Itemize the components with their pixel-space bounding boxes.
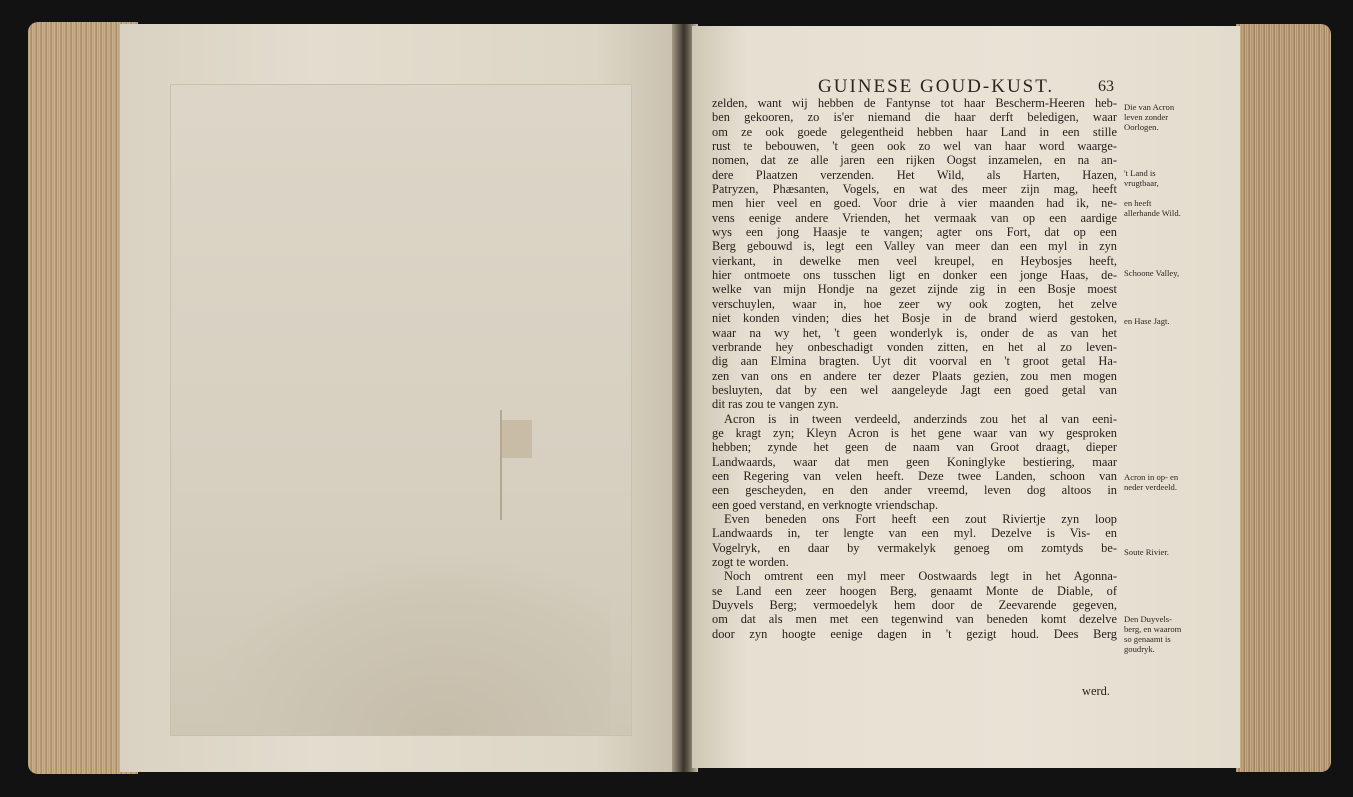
margin-note: Den Duyvels-berg, en waarom so genaamt is goudryk.	[1124, 614, 1182, 654]
body-text	[712, 96, 1117, 641]
text-line: dere Plaatzen verzenden. Het Wild, als Harten, Hazen,	[712, 167, 1117, 182]
text-line: een goed verstand, en verknogte vriendschap.	[712, 497, 939, 512]
running-head: GUINESE GOUD-KUST.	[818, 76, 1055, 97]
margin-note: en heeft allerhande Wild.	[1124, 198, 1181, 218]
text-line: door zyn hoogte eenige dagen in 't gezigt houd. Dees Berg	[712, 626, 1117, 641]
flag	[502, 420, 532, 458]
engraving-plate	[170, 84, 632, 736]
text-line: verbrande hey onbeschadigt vonden zitten, en het al zo leven-	[712, 339, 1117, 354]
text-line: wys een jong Haasje te vangen; agter ons Fort, dat op een	[712, 225, 1117, 240]
text-line: een gescheyden, en den ander vreemd, leven dog altoos in	[712, 483, 1117, 498]
text-line: ge kragt zyn; Kleyn Acron is het gene waar van wy gesproken	[712, 425, 1117, 440]
text-line: om dat als men met een tegenwind van beneden komt dezelve	[712, 612, 1117, 627]
text-line: zen van ons en andere ter dezer Plaats gezien, zou men mogen	[712, 368, 1117, 383]
margin-note: Die van Acron leven zonder Oorlogen.	[1124, 102, 1175, 132]
text-line: vierkant, in dewelke men veel kreupel, en Heybosjes heeft,	[712, 253, 1117, 268]
margin-note: Soute Rivier.	[1124, 547, 1169, 557]
text-line: hier ontmoete ons tusschen ligt en donker een jonge Haas, de-	[712, 268, 1117, 283]
margin-note: 't Land is vrugtbaar,	[1124, 168, 1159, 188]
text-line: Duyvels Berg; vermoedelyk hem door de Zeevarende gegeven,	[712, 598, 1117, 613]
text-line: nomen, dat ze alle jaren een rijken Oogst inzamelen, en na an-	[712, 153, 1117, 168]
text-line: Noch omtrent een myl meer Oostwaards legt in het Agonna-	[724, 569, 1117, 584]
text-line: Landwaards, waar dat men geen Koninglyke bestiering, maar	[712, 454, 1117, 469]
book-edge-right	[1236, 24, 1331, 772]
margin-note: Acron in op- en neder verdeeld.	[1124, 472, 1179, 492]
text-line: zelden, want wij hebben de Fantynse tot haar Bescherm-Heeren heb-	[712, 96, 1117, 110]
text-line: men hier veel en goed. Voor drie à vier maanden had ik, ne-	[712, 196, 1117, 211]
margin-note: en Hase Jagt.	[1124, 316, 1170, 326]
text-line: Vogelryk, en daar by vermakelyk genoeg om zomtyds be-	[712, 540, 1117, 555]
text-line: om ze ook goede gelegentheid hebben haar Land in een stille	[712, 124, 1117, 139]
text-line: niet konden vinden; dies het Bosje in de brand wierd gestoken,	[712, 311, 1117, 326]
text-line: ben gekooren, zo is'er niemand die haar derft beledigen, waar	[712, 110, 1117, 125]
text-line: vens eenige andere Vrienden, het vermaak van op een aardige	[712, 210, 1117, 225]
text-line: rust te bebouwen, 't geen ook zo wel van haar word waarge-	[712, 139, 1117, 154]
text-line: Berg gebouwd is, legt een Valley van meer dan een myl in zyn	[712, 239, 1117, 254]
text-line: een Regering van velen heeft. Deze twee Landen, schoon van	[712, 468, 1117, 483]
text-line: se Land een zeer hoogen Berg, genaamt Monte de Diable, of	[712, 583, 1117, 598]
text-line: Acron is in tween verdeeld, anderzinds zou het al van eeni-	[724, 411, 1117, 426]
margin-note: Schoone Valley,	[1124, 268, 1180, 278]
text-line: zogt te worden.	[712, 555, 789, 569]
text-line: Landwaards in, ter lengte van een myl. Dezelve is Vis- en	[712, 526, 1117, 541]
text-line: dit ras zou te vangen zyn.	[712, 397, 839, 412]
text-line: dig aan Elmina bragten. Uyt dit voorval en 't groot getal Ha-	[712, 354, 1117, 369]
text-line: verschuylen, waar in, hoe zeer wy ook zogten, het zelve	[712, 296, 1117, 311]
text-line: Patryzen, Phæsanten, Vogels, en wat des meer zijn mag, heeft	[712, 182, 1117, 197]
left-page	[120, 24, 680, 772]
catchword: werd.	[1082, 684, 1110, 698]
text-line: besluyten, dat by een wel aangeleyde Jagt een goed getal van	[712, 382, 1117, 397]
text-line: welke van mijn Hondje na gezet zijnde zig in een Bosje moest	[712, 282, 1117, 297]
text-line: hebben; zynde het geen de naam van Groot draagt, dieper	[712, 440, 1117, 455]
text-line: Even beneden ons Fort heeft een zout Riviertje zyn loop	[724, 511, 1117, 526]
page-number: 63	[1098, 78, 1114, 95]
text-line: waar na wy het, 't geen wonderlyk is, onder de as van het	[712, 325, 1117, 340]
faded-hill	[191, 555, 611, 735]
